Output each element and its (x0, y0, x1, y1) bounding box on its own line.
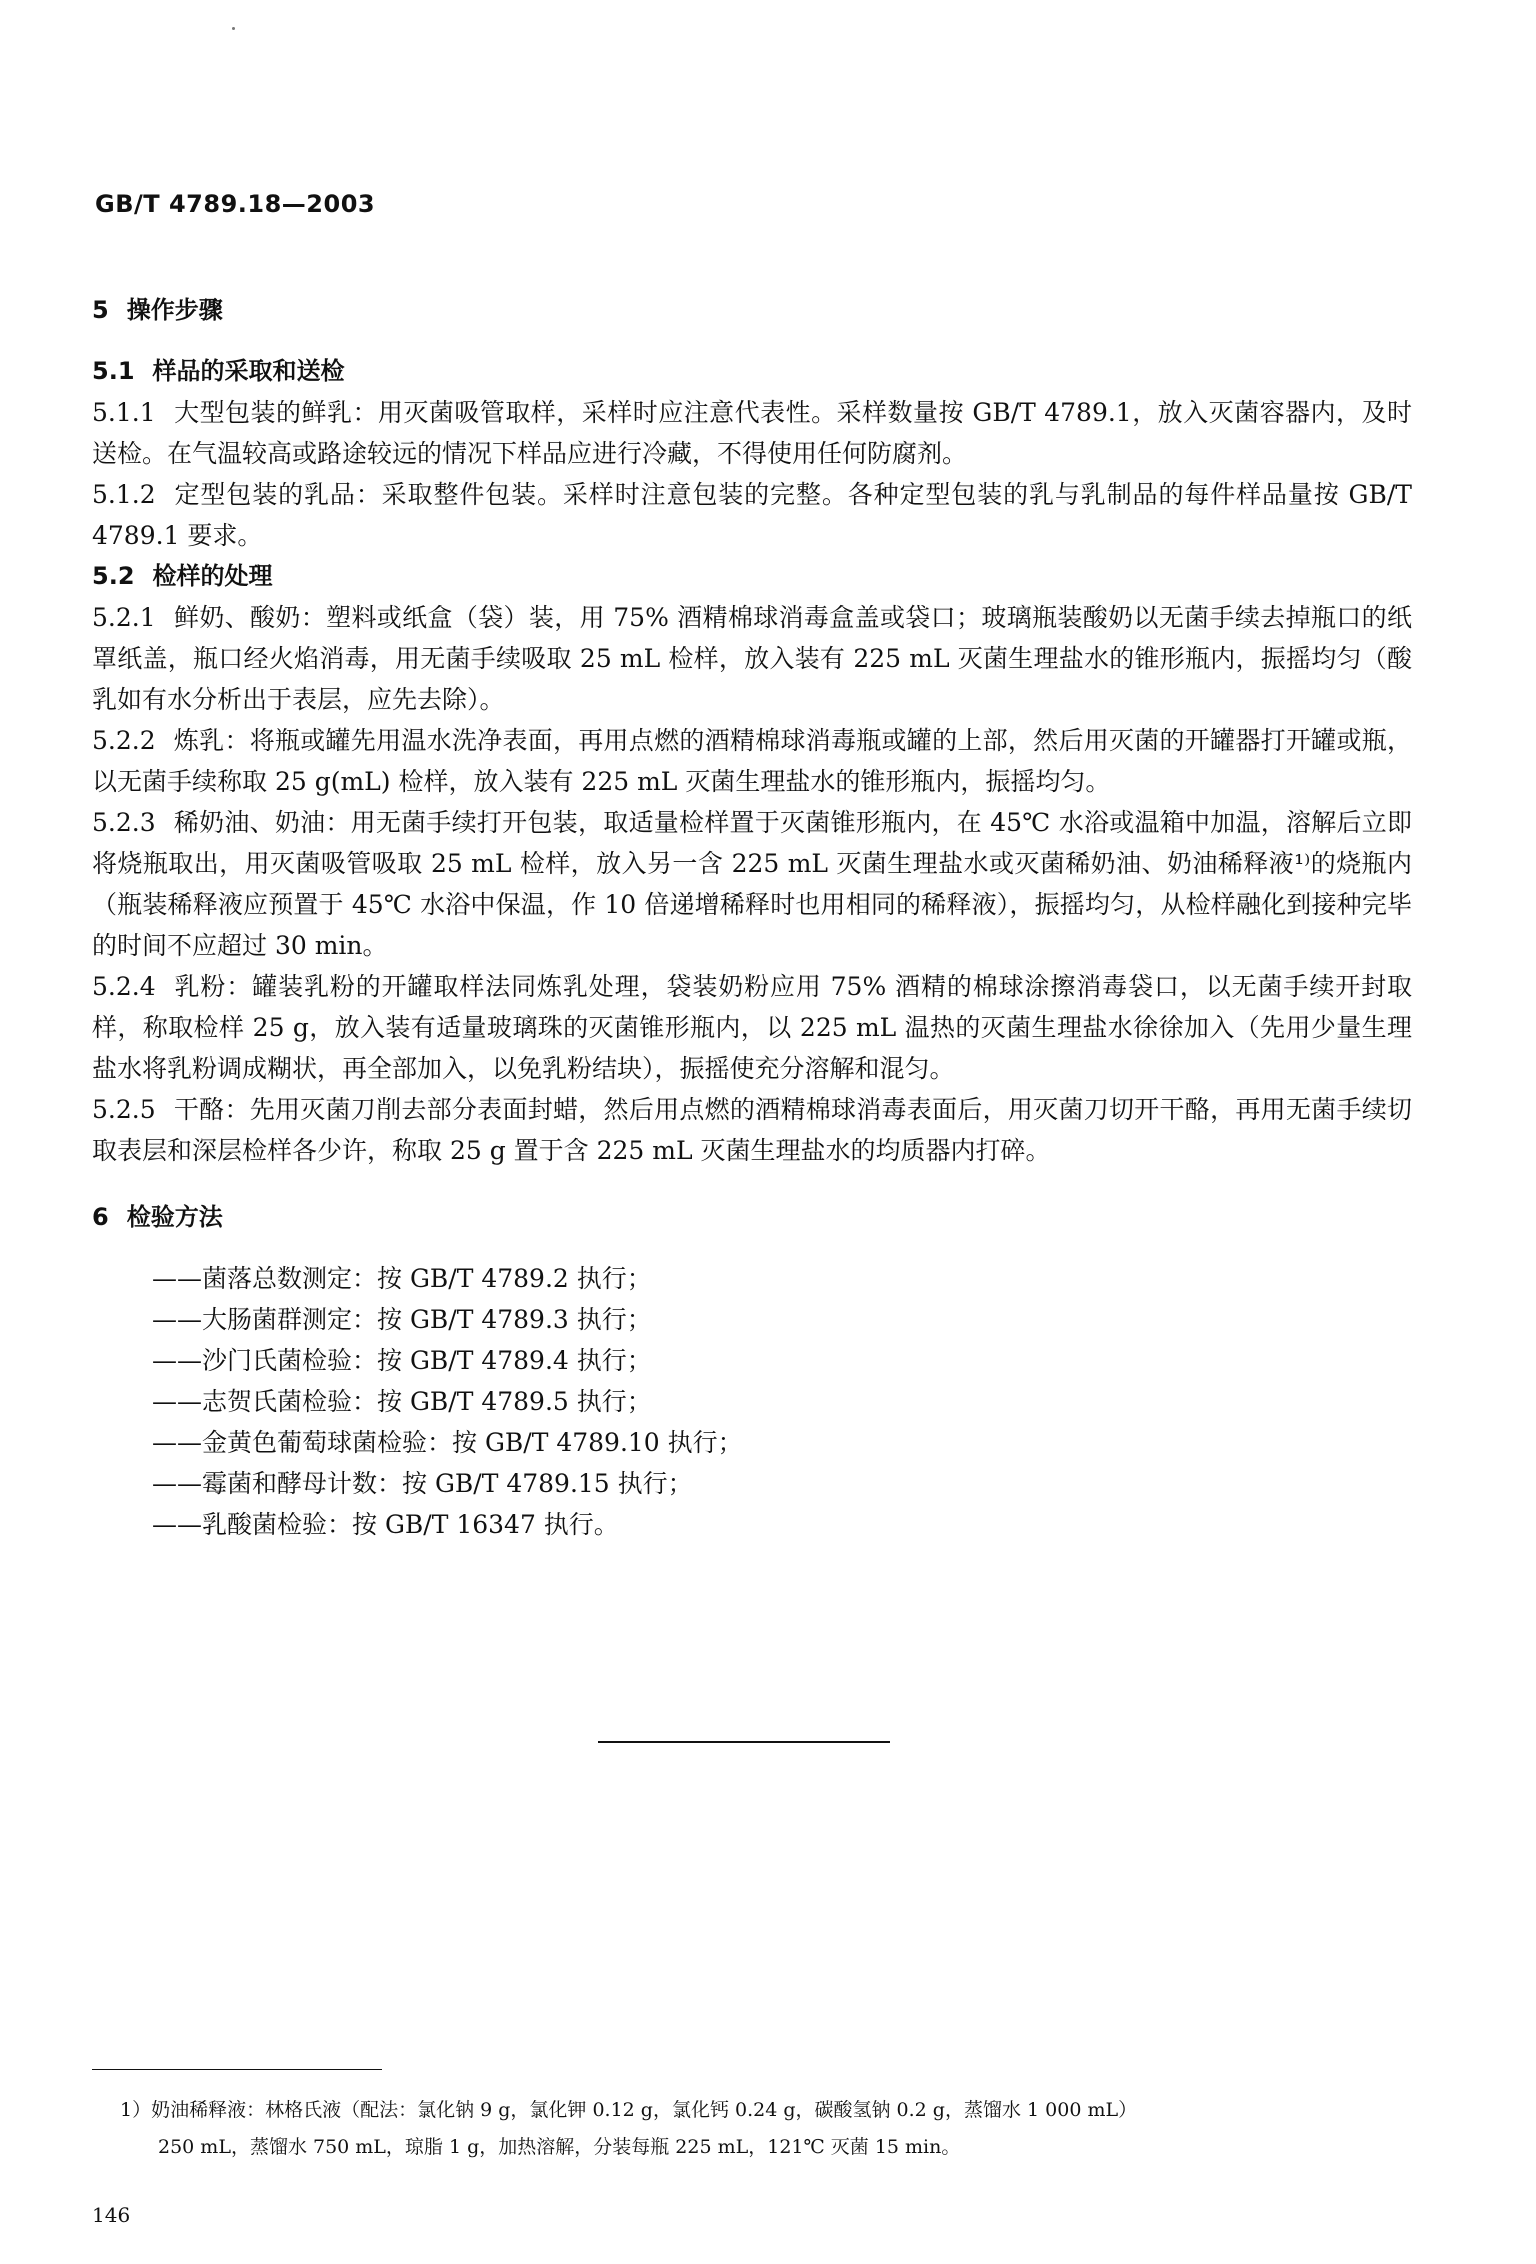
method-item: ——大肠菌群测定：按 GB/T 4789.3 执行； (152, 1305, 652, 1334)
section-5-2-heading (92, 556, 1412, 597)
clause-number: 5.2.4 (92, 972, 156, 1001)
clause-5-2-4 (92, 966, 1412, 1089)
clause-text: 定型包装的乳品：采取整件包装。采样时注意包装的完整。各种定型包装的乳与乳制品的每件样品量按 GB/T 4789.1 要求。 (92, 480, 1412, 550)
clause-number: 5.1.2 (92, 480, 156, 509)
section-5-heading (92, 290, 1412, 331)
method-item: ——志贺氏菌检验：按 GB/T 4789.5 执行； (152, 1387, 652, 1416)
method-item: ——金黄色葡萄球菌检验：按 GB/T 4789.10 执行； (152, 1428, 743, 1457)
clause-5-1-2 (92, 474, 1412, 556)
method-list (152, 1258, 1412, 1545)
clause-number: 5.2.5 (92, 1095, 156, 1124)
section-title: 检样的处理 (152, 562, 273, 590)
method-item: ——乳酸菌检验：按 GB/T 16347 执行。 (152, 1510, 619, 1539)
section-title: 样品的采取和送检 (152, 357, 345, 385)
main-content (92, 290, 1412, 1545)
footnote-line: 250 mL，蒸馏水 750 mL，琼脂 1 g，加热溶解，分装每瓶 225 mL，121℃ 灭菌 15 min。 (158, 2136, 961, 2158)
section-number: 5.2 (92, 562, 135, 590)
method-item: ——沙门氏菌检验：按 GB/T 4789.4 执行； (152, 1346, 652, 1375)
scan-speck (232, 27, 235, 30)
section-number: 6 (92, 1203, 109, 1231)
clause-number: 5.1.1 (92, 398, 156, 427)
section-number: 5.1 (92, 357, 135, 385)
page-number: 146 (92, 2203, 131, 2227)
clause-number: 5.2.2 (92, 726, 156, 755)
clause-number: 5.2.3 (92, 808, 156, 837)
clause-text: 乳粉：罐装乳粉的开罐取样法同炼乳处理，袋装奶粉应用 75% 酒精的棉球涂擦消毒袋口，以无菌手续开封取样，称取检样 25 g，放入装有适量玻璃珠的灭菌锥形瓶内，以 225 mL 温热的灭菌生理盐水徐徐加入（先用少量生理盐水将乳粉调成糊状，再全部加入，以免乳粉结块），振摇使充分溶解和混匀。 (92, 972, 1412, 1083)
clause-5-1-1 (92, 392, 1412, 474)
section-5-1-heading (92, 351, 1412, 392)
section-number: 5 (92, 296, 109, 324)
clause-text: 稀奶油、奶油：用无菌手续打开包装，取适量检样置于灭菌锥形瓶内，在 45℃ 水浴或温箱中加温，溶解后立即将烧瓶取出，用灭菌吸管吸取 25 mL 检样，放入另一含 225 mL 灭菌生理盐水或灭菌稀奶油、奶油稀释液¹⁾的烧瓶内（瓶装稀释液应预置于 45℃ 水浴中保温，作 10 倍递增稀释时也用相同的稀释液），振摇均匀，从检样融化到接种完毕的时间不应超过 30 min。 (92, 808, 1412, 960)
standard-number: GB/T 4789.18—2003 (95, 190, 376, 218)
clause-text: 炼乳：将瓶或罐先用温水洗净表面，再用点燃的酒精棉球消毒瓶或罐的上部，然后用灭菌的开罐器打开罐或瓶，以无菌手续称取 25 g(mL) 检样，放入装有 225 mL 灭菌生理盐水的锥形瓶内，振摇均匀。 (92, 726, 1412, 796)
clause-5-2-1 (92, 597, 1412, 720)
section-6-heading (92, 1197, 1412, 1238)
section-title: 检验方法 (126, 1203, 223, 1231)
method-item: ——菌落总数测定：按 GB/T 4789.2 执行； (152, 1264, 652, 1293)
end-of-text-rule (598, 1741, 890, 1743)
footnote (120, 2092, 1410, 2166)
clause-5-2-2 (92, 720, 1412, 802)
clause-text: 干酪：先用灭菌刀削去部分表面封蜡，然后用点燃的酒精棉球消毒表面后，用灭菌刀切开干酪，再用无菌手续切取表层和深层检样各少许，称取 25 g 置于含 225 mL 灭菌生理盐水的均质器内打碎。 (92, 1095, 1412, 1165)
clause-text: 鲜奶、酸奶：塑料或纸盒（袋）装，用 75% 酒精棉球消毒盒盖或袋口；玻璃瓶装酸奶以无菌手续去掉瓶口的纸罩纸盖，瓶口经火焰消毒，用无菌手续吸取 25 mL 检样，放入装有 225 mL 灭菌生理盐水的锥形瓶内，振摇均匀（酸乳如有水分析出于表层，应先去除）。 (92, 603, 1412, 714)
clause-5-2-3 (92, 802, 1412, 966)
footnote-rule (92, 2069, 382, 2070)
clause-number: 5.2.1 (92, 603, 156, 632)
clause-5-2-5 (92, 1089, 1412, 1171)
method-item: ——霉菌和酵母计数：按 GB/T 4789.15 执行； (152, 1469, 693, 1498)
section-title: 操作步骤 (126, 296, 223, 324)
footnote-line: 1）奶油稀释液：林格氏液（配法：氯化钠 9 g，氯化钾 0.12 g，氯化钙 0.24 g，碳酸氢钠 0.2 g，蒸馏水 1 000 mL） (120, 2099, 1138, 2121)
clause-text: 大型包装的鲜乳：用灭菌吸管取样，采样时应注意代表性。采样数量按 GB/T 4789.1，放入灭菌容器内，及时送检。在气温较高或路途较远的情况下样品应进行冷藏，不得使用任何防腐剂。 (92, 398, 1412, 468)
